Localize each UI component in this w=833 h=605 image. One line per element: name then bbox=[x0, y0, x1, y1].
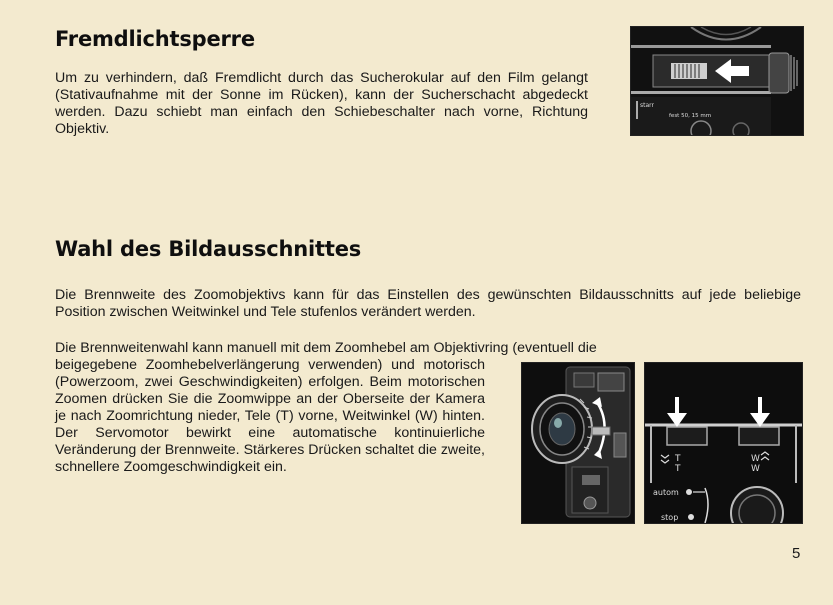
zoom-tele-label: T bbox=[675, 454, 681, 464]
page-number: 5 bbox=[792, 545, 801, 562]
section-title-bildausschnitt: Wahl des Bildausschnittes bbox=[55, 237, 362, 261]
paragraph-brennweite: Die Brennweite des Zoomobjektivs kann für das Einstellen des gewünschten Bildausschnitts auf jede beliebige Position zwischen Weitwinkel und Tele stufenlos verändert werden. bbox=[55, 287, 801, 320]
photo-viewfinder-slider bbox=[630, 26, 804, 136]
zoom-wide-label: W bbox=[751, 454, 760, 464]
photo1-label-fest: fest 50, 15 mm bbox=[669, 113, 712, 119]
paragraph-brennweitenwahl-line: Die Brennweitenwahl kann manuell mit dem Zoomhebel am Objektivring (eventuell die bbox=[55, 340, 597, 356]
autom-label: autom bbox=[653, 488, 679, 497]
section-title-fremdlichtsperre: Fremdlichtsperre bbox=[55, 27, 255, 51]
photo-camera-zoom-lens bbox=[521, 362, 635, 524]
zoom-wide-label-2: W bbox=[751, 464, 760, 474]
stop-label: stop bbox=[661, 513, 679, 522]
photo-zoom-rocker-top bbox=[644, 362, 803, 524]
paragraph-fremdlichtsperre: Um zu verhindern, daß Fremdlicht durch das Sucherokular auf den Film gelangt (Stativaufnahme mit der Sonne im Rücken), kann der Sucherschacht abgedeckt werden. Dazu schiebt man einfach den Schiebeschalter nach vorne, Richtung Objektiv. bbox=[55, 70, 588, 137]
zoom-tele-label-2: T bbox=[675, 464, 681, 474]
paragraph-powerzoom: beigegebene Zoomhebelverlängerung verwenden) und motorisch (Powerzoom, zwei Geschwindigkeiten) erfolgen. Beim motorischen Zoomen drücken Sie die Zoomwippe an der Oberseite der Kamera je nach Zoomrichtung nieder, Tele (T) vorne, Weitwinkel (W) hinten. Der Servomotor bewirkt eine automatische kontinuierliche Veränderung der Brennweite. Stärkeres Drücken schaltet die zweite, schnellere Zoomgeschwindigkeit ein. bbox=[55, 357, 485, 475]
photo1-label-starr: starr bbox=[640, 102, 654, 109]
